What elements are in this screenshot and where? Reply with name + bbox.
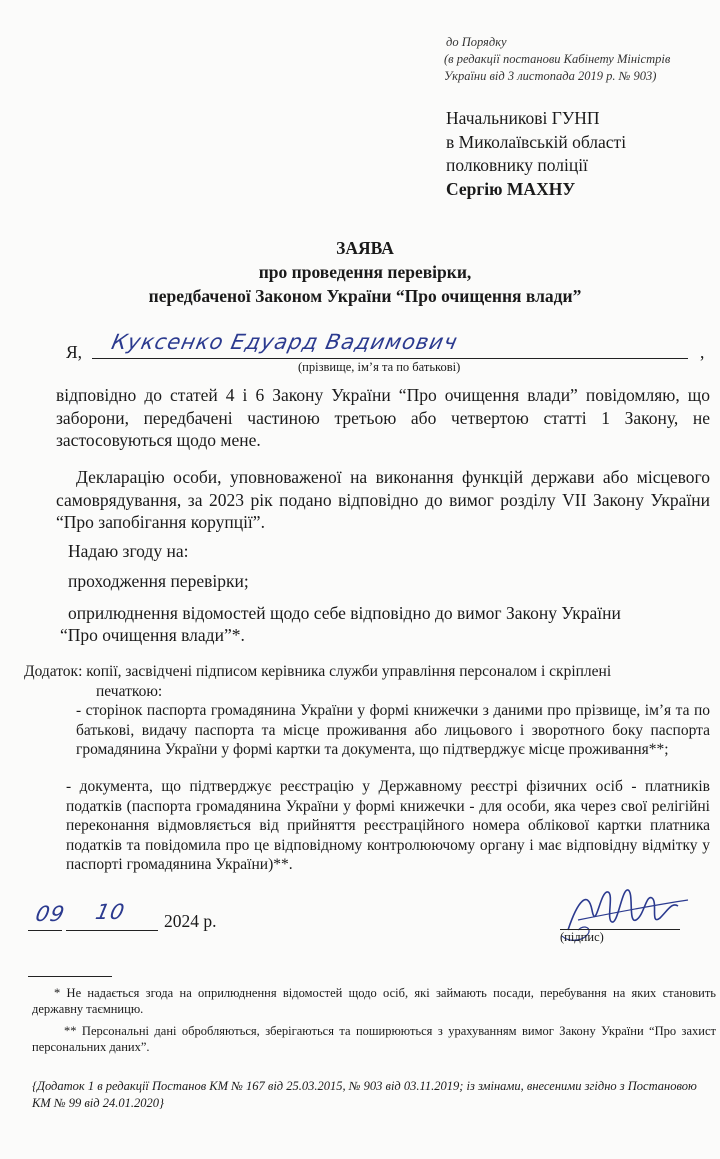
signature-hint: (підпис) [560,930,604,944]
footnote-1 [32,985,716,1017]
amendment-note: {Додаток 1 в редакції Постанов КМ № 167 від 25.03.2015, № 903 від 03.11.2019; із змінами, внесеними згідно з Постановою КМ № 99 від 24.01.2020} [32,1079,697,1110]
title-line-2: про проведення перевірки, [258,262,472,282]
footnote-2-text: ** Персональні дані обробляються, зберігаються та поширюються з урахуванням вимог Закону України “Про захист персональних даних”. [32,1024,716,1054]
addressee-line-3: полковнику поліції [446,155,588,175]
document-title [40,236,690,308]
addressee-line-2: в Миколаївській області [446,131,627,152]
paragraph-consent-heading: Надаю згоду на: [68,541,189,561]
attachment-item-tax-registry: - документа, що підтверджує реєстрацію у Державному реєстрі фізичних осіб - платників податків (паспорта громадянина України у формі книжечки - для особи, яка через свої релігійні переконання відмовляється від прийняття реєстраційного номера облікової картки платника податків та повідомила про це відповідному контролюючому органу і має відповідну відмітку у паспорті громадянина України)**. [66,778,710,873]
attachment-item-passport: - сторінок паспорта громадянина України у формі книжечки з даними про прізвище, ім’я та по батькові, видачу паспорта та місце проживання або лицьового і зворотного боку паспорта громадянина України у формі картки та документа, що підтверджує місце проживання**; [76,702,710,758]
applicant-label: Я, [66,342,83,362]
reference-line-1: до Порядку [446,35,507,49]
addressee-line-1: Начальникові ГУНП [446,108,600,128]
attachment-heading: Додаток: копії, засвідчені підписом керівника служби управління персоналом і скріплені [24,663,612,680]
addressee-block [446,107,716,201]
applicant-name-line [92,358,688,359]
date-month-handwritten: 10 [93,900,128,924]
attachment-heading-cont: печаткою: [96,683,163,700]
title-line-1: ЗАЯВА [336,238,394,258]
reference-block [444,34,714,85]
footnote-2 [32,1023,716,1055]
date-month-line [66,930,158,931]
date-day-line [28,930,62,931]
addressee-line-4: Сергію МАХНУ [446,178,576,199]
paragraph-consent-check: проходження перевірки; [68,571,249,591]
date-day-handwritten: 09 [33,902,68,926]
reference-line-3: України від 3 листопада 2019 р. № 903) [444,69,657,83]
paragraph-declaration [56,466,710,534]
title-line-3: передбаченої Законом України “Про очищення влади” [148,286,582,306]
paragraph-declaration-text: Декларацію особи, уповноваженої на виконання функцій держави або місцевого самоврядування, за 2023 рік подано відповідно до вимог розділу VII Закону України “Про запобігання корупції”. [56,467,710,532]
footnote-1-text: * Не надається згода на оприлюднення відомостей щодо осіб, які займають посади, перебування на яких становить державну таємницю. [32,986,716,1016]
reference-line-2: (в редакції постанови Кабінету Міністрів [444,52,671,66]
date-year: 2024 р. [164,911,217,931]
applicant-name-hint: (прізвище, ім’я та по батькові) [298,360,461,374]
applicant-comma: , [700,342,705,362]
footnote-divider [28,976,112,977]
paragraph-consent-publish: оприлюднення відомостей щодо себе відповідно до вимог Закону України [68,603,621,623]
applicant-name-handwritten: Куксенко Едуард Вадимович [109,330,461,354]
paragraph-statement: відповідно до статей 4 і 6 Закону України “Про очищення влади” повідомляю, що заборони, передбачені частиною третьою або четвертою статті 1 Закону, не застосовуються щодо мене. [56,385,710,450]
paragraph-consent-publish-cont: “Про очищення влади”*. [60,625,245,645]
